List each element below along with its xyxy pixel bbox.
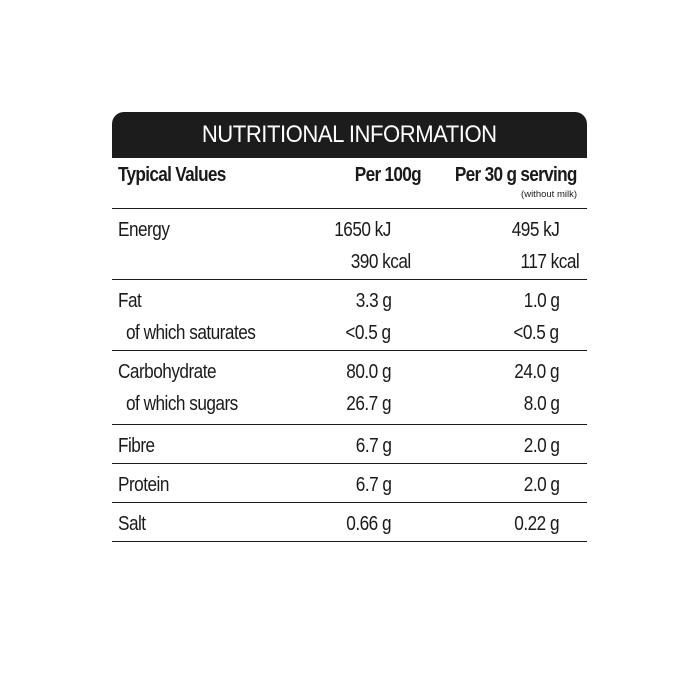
fat-row [112,280,587,351]
row-per-serving: 8.0 g [523,393,559,415]
row-name: Energy [118,219,170,241]
row-name: Protein [118,474,169,496]
table-row [112,247,587,279]
table-row [112,318,587,350]
row-per-serving: 2.0 g [523,435,559,457]
row-per-serving: 24.0 g [514,361,559,383]
row-per-serving: <0.5 g [513,322,559,344]
row-per-serving: 0.22 g [514,513,559,535]
row-per-100g: 3.3 g [355,290,391,312]
carbohydrate-row [112,351,587,425]
energy-row [112,209,587,280]
salt-row [112,503,587,542]
row-per-100g: 390 kcal [351,251,411,273]
title-bar [112,112,587,158]
row-name: of which sugars [126,393,238,415]
row-per-100g: <0.5 g [345,322,391,344]
table-row [112,470,587,502]
table-row [112,215,587,247]
header-per-100g: Per 100g [354,164,421,186]
row-per-serving: 117 kcal [520,251,579,273]
table-row [112,509,587,541]
row-name: Fibre [118,435,155,457]
row-per-100g: 1650 kJ [334,219,391,241]
row-per-serving: 495 kJ [511,219,559,241]
row-per-100g: 26.7 g [346,393,391,415]
header-typical-values: Typical Values [118,164,226,186]
row-per-serving: 1.0 g [523,290,559,312]
label-title: NUTRITIONAL INFORMATION [202,121,497,148]
row-name: Salt [118,513,146,535]
table-row [112,389,587,421]
table-row [112,431,587,463]
header-per-serving: Per 30 g serving [455,164,577,186]
row-name: Fat [118,290,142,312]
row-per-100g: 80.0 g [346,361,391,383]
header-row [112,158,587,209]
row-per-serving: 2.0 g [523,474,559,496]
row-name: of which saturates [126,322,256,344]
row-per-100g: 6.7 g [355,435,391,457]
row-name: Carbohydrate [118,361,217,383]
row-per-100g: 0.66 g [346,513,391,535]
row-per-100g: 6.7 g [355,474,391,496]
table-row [112,286,587,318]
protein-row [112,464,587,503]
header-serving-note: (without milk) [521,189,577,200]
nutrition-label [112,112,587,542]
fibre-row [112,425,587,464]
table-row [112,357,587,389]
